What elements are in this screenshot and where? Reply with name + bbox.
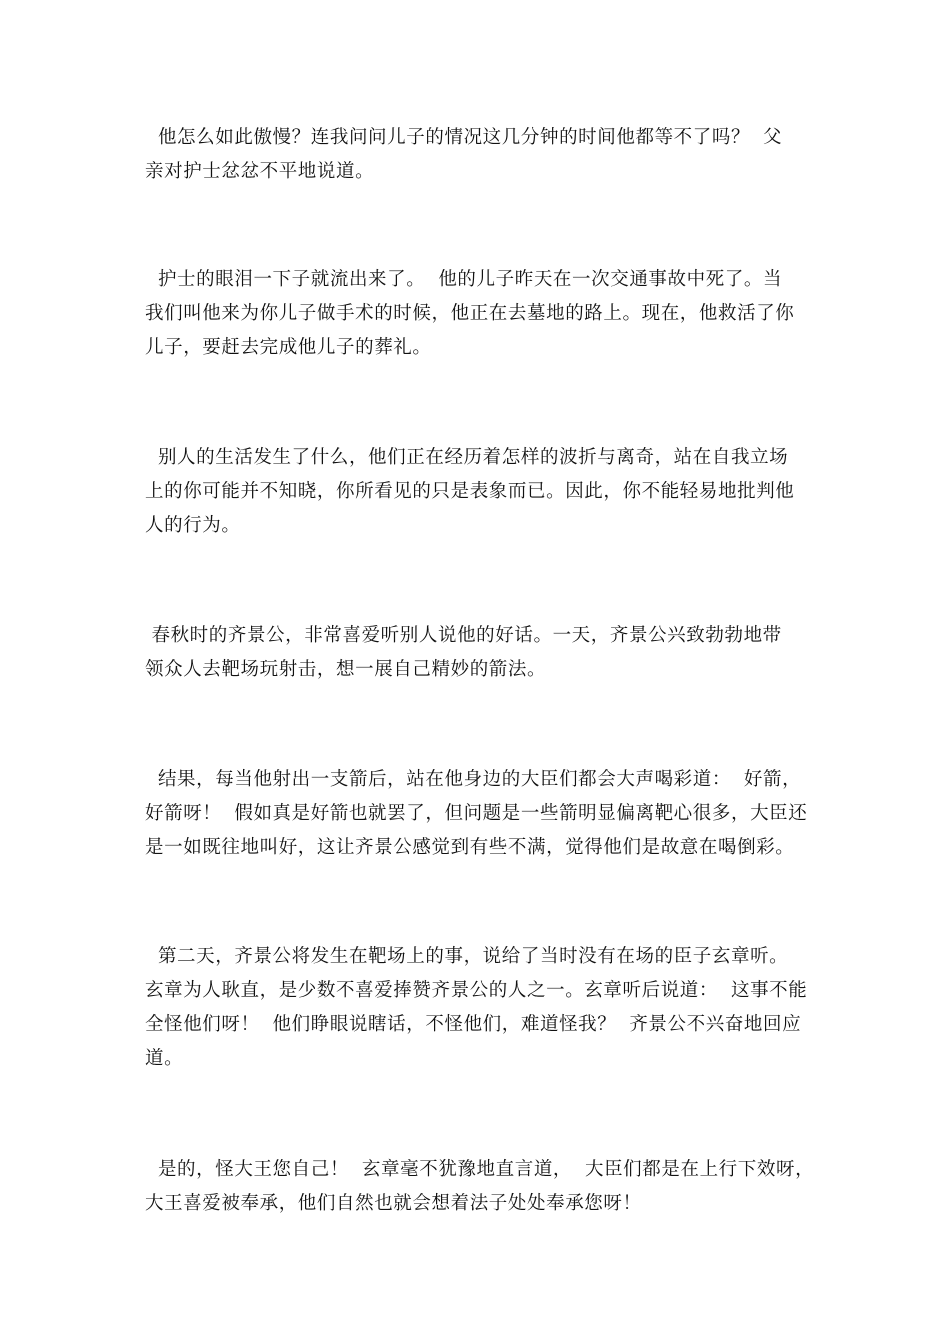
paragraph-5 [145,763,808,865]
text-line: 人的行为。 [145,515,241,536]
text-line: 春秋时的齐景公，非常喜爱听别人说他的好话。一天，齐景公兴致勃勃地带 [145,625,782,646]
text-line: 是的，怪大王您自己！ 玄章毫不犹豫地直言道， 大臣们都是在上行下效呀， [145,1159,815,1180]
text-line: 好箭呀！ 假如真是好箭也就罢了，但问题是一些箭明显偏离靶心很多，大臣还 [145,803,808,824]
text-line: 结果，每当他射出一支箭后，站在他身边的大臣们都会大声喝彩道： 好箭， [145,769,802,790]
paragraph-3 [145,441,805,543]
text-line: 儿子，要赶去完成他儿子的葬礼。 [145,337,432,358]
paragraph-6 [145,940,808,1076]
text-line: 道。 [145,1048,184,1069]
text-line: 是一如既往地叫好，这让齐景公感觉到有些不满，觉得他们是故意在喝倒彩。 [145,837,795,858]
text-line: 亲对护士忿忿不平地说道。 [145,161,375,182]
text-line: 上的你可能并不知晓，你所看见的只是表象而已。因此，你不能轻易地批判他 [145,481,795,502]
text-line: 领众人去靶场玩射击，想一展自己精妙的箭法。 [145,659,547,680]
paragraph-4 [145,619,805,687]
text-line: 别人的生活发生了什么，他们正在经历着怎样的波折与离奇，站在自我立场 [145,447,789,468]
text-line: 第二天，齐景公将发生在靶场上的事，说给了当时没有在场的臣子玄章听。 [145,946,789,967]
text-line: 护士的眼泪一下子就流出来了。 他的儿子昨天在一次交通事故中死了。当 [145,269,783,290]
text-line: 我们叫他来为你儿子做手术的时候，他正在去墓地的路上。现在，他救活了你 [145,303,795,324]
paragraph-7 [145,1153,815,1221]
text-line: 大王喜爱被奉承，他们自然也就会想着法子处处奉承您呀！ [145,1193,642,1214]
text-line: 玄章为人耿直，是少数不喜爱捧赞齐景公的人之一。玄章听后说道： 这事不能 [145,980,808,1001]
text-line: 全怪他们呀！ 他们睁眼说瞎话，不怪他们，难道怪我？ 齐景公不兴奋地回应 [145,1014,802,1035]
paragraph-1 [145,121,805,189]
paragraph-2 [145,263,805,365]
text-line: 他怎么如此傲慢？连我问问儿子的情况这几分钟的时间他都等不了吗？ 父 [145,127,783,148]
